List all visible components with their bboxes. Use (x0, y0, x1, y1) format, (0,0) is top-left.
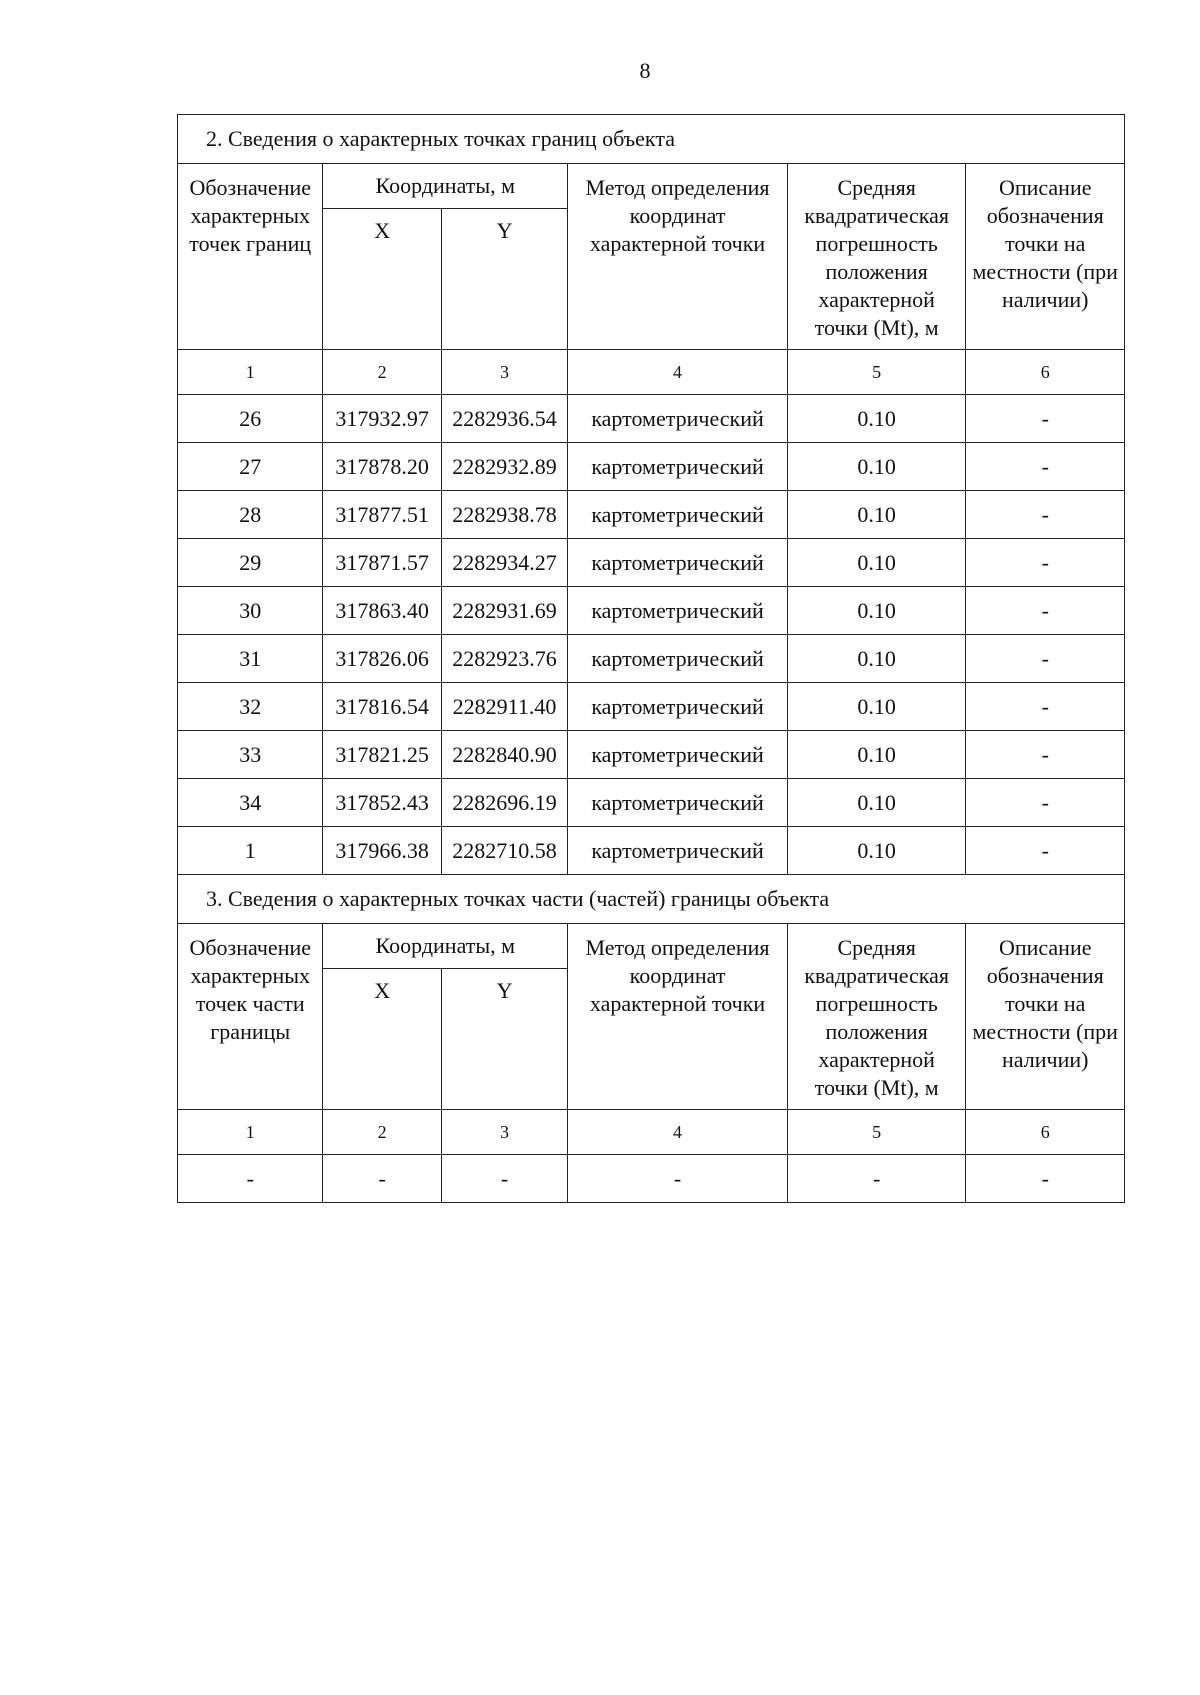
column-number: 2 (323, 1110, 441, 1155)
table-body (178, 115, 1125, 1203)
column-number: 2 (323, 350, 441, 395)
x-cell: - (323, 1155, 441, 1203)
accuracy-cell: 0.10 (787, 635, 966, 683)
x-cell: 317871.57 (323, 539, 441, 587)
column-number-row (178, 1110, 1125, 1155)
x-cell: 317821.25 (323, 731, 441, 779)
accuracy-cell: 0.10 (787, 443, 966, 491)
column-number: 1 (178, 1110, 323, 1155)
x-cell: 317877.51 (323, 491, 441, 539)
column-number: 1 (178, 350, 323, 395)
description-cell: - (966, 395, 1125, 443)
column-number: 3 (441, 1110, 567, 1155)
description-cell: - (966, 491, 1125, 539)
table-row (178, 779, 1125, 827)
table-row (178, 1155, 1125, 1203)
point-cell: 27 (178, 443, 323, 491)
table-row (178, 827, 1125, 875)
accuracy-cell: - (787, 1155, 966, 1203)
method-cell: картометрический (568, 491, 788, 539)
x-cell: 317816.54 (323, 683, 441, 731)
column-number-row (178, 350, 1125, 395)
y-cell: 2282932.89 (441, 443, 567, 491)
accuracy-header: Средняя квадратическая погрешность положения характерной точки (Mt), м (787, 164, 966, 350)
description-cell: - (966, 827, 1125, 875)
method-cell: картометрический (568, 779, 788, 827)
accuracy-cell: 0.10 (787, 587, 966, 635)
y-cell: 2282931.69 (441, 587, 567, 635)
y-header: Y (441, 209, 567, 350)
x-cell: 317852.43 (323, 779, 441, 827)
x-cell: 317932.97 (323, 395, 441, 443)
method-header: Метод определения координат характерной точки (568, 164, 788, 350)
table-row (178, 491, 1125, 539)
column-number: 4 (568, 1110, 788, 1155)
point-designation-header: Обозначение характерных точек границ (178, 164, 323, 350)
y-cell: 2282936.54 (441, 395, 567, 443)
method-cell: картометрический (568, 587, 788, 635)
description-cell: - (966, 587, 1125, 635)
y-cell: 2282840.90 (441, 731, 567, 779)
column-number: 4 (568, 350, 788, 395)
method-cell: картометрический (568, 395, 788, 443)
section-title: 2. Сведения о характерных точках границ объекта (178, 115, 1125, 164)
description-cell: - (966, 1155, 1125, 1203)
coordinates-header: Координаты, м (323, 924, 568, 969)
points-table (177, 114, 1125, 1203)
header-row (178, 924, 1125, 969)
method-cell: картометрический (568, 635, 788, 683)
point-cell: 30 (178, 587, 323, 635)
method-cell: картометрический (568, 731, 788, 779)
method-cell: картометрический (568, 683, 788, 731)
description-cell: - (966, 635, 1125, 683)
y-cell: - (441, 1155, 567, 1203)
x-header: X (323, 209, 441, 350)
point-cell: 32 (178, 683, 323, 731)
point-cell: 34 (178, 779, 323, 827)
method-header: Метод определения координат характерной точки (568, 924, 788, 1110)
y-cell: 2282938.78 (441, 491, 567, 539)
table-row (178, 635, 1125, 683)
column-number: 6 (966, 350, 1125, 395)
table-row (178, 539, 1125, 587)
point-cell: 28 (178, 491, 323, 539)
coordinates-header: Координаты, м (323, 164, 568, 209)
y-cell: 2282934.27 (441, 539, 567, 587)
section-title-row (178, 115, 1125, 164)
section-title-row (178, 875, 1125, 924)
point-cell: 33 (178, 731, 323, 779)
description-header: Описание обозначения точки на местности (при наличии) (966, 924, 1125, 1110)
table-row (178, 731, 1125, 779)
table-row (178, 587, 1125, 635)
x-cell: 317863.40 (323, 587, 441, 635)
accuracy-cell: 0.10 (787, 491, 966, 539)
x-cell: 317878.20 (323, 443, 441, 491)
page-number: 8 (639, 58, 651, 83)
point-cell: - (178, 1155, 323, 1203)
point-cell: 29 (178, 539, 323, 587)
header-row (178, 164, 1125, 209)
accuracy-cell: 0.10 (787, 539, 966, 587)
table-row (178, 443, 1125, 491)
description-cell: - (966, 731, 1125, 779)
method-cell: - (568, 1155, 788, 1203)
method-cell: картометрический (568, 827, 788, 875)
accuracy-cell: 0.10 (787, 731, 966, 779)
accuracy-cell: 0.10 (787, 395, 966, 443)
y-cell: 2282911.40 (441, 683, 567, 731)
description-cell: - (966, 779, 1125, 827)
section-title: 3. Сведения о характерных точках части (частей) границы объекта (178, 875, 1125, 924)
accuracy-cell: 0.10 (787, 683, 966, 731)
point-cell: 1 (178, 827, 323, 875)
accuracy-cell: 0.10 (787, 827, 966, 875)
y-header: Y (441, 969, 567, 1110)
description-header: Описание обозначения точки на местности (при наличии) (966, 164, 1125, 350)
point-cell: 31 (178, 635, 323, 683)
x-cell: 317826.06 (323, 635, 441, 683)
column-number: 6 (966, 1110, 1125, 1155)
x-cell: 317966.38 (323, 827, 441, 875)
table-row (178, 395, 1125, 443)
column-number: 5 (787, 1110, 966, 1155)
x-header: X (323, 969, 441, 1110)
point-cell: 26 (178, 395, 323, 443)
y-cell: 2282696.19 (441, 779, 567, 827)
accuracy-header: Средняя квадратическая погрешность положения характерной точки (Mt), м (787, 924, 966, 1110)
point-designation-header: Обозначение характерных точек части границы (178, 924, 323, 1110)
description-cell: - (966, 683, 1125, 731)
y-cell: 2282923.76 (441, 635, 567, 683)
accuracy-cell: 0.10 (787, 779, 966, 827)
method-cell: картометрический (568, 539, 788, 587)
method-cell: картометрический (568, 443, 788, 491)
description-cell: - (966, 539, 1125, 587)
y-cell: 2282710.58 (441, 827, 567, 875)
description-cell: - (966, 443, 1125, 491)
column-number: 3 (441, 350, 567, 395)
table-row (178, 683, 1125, 731)
column-number: 5 (787, 350, 966, 395)
